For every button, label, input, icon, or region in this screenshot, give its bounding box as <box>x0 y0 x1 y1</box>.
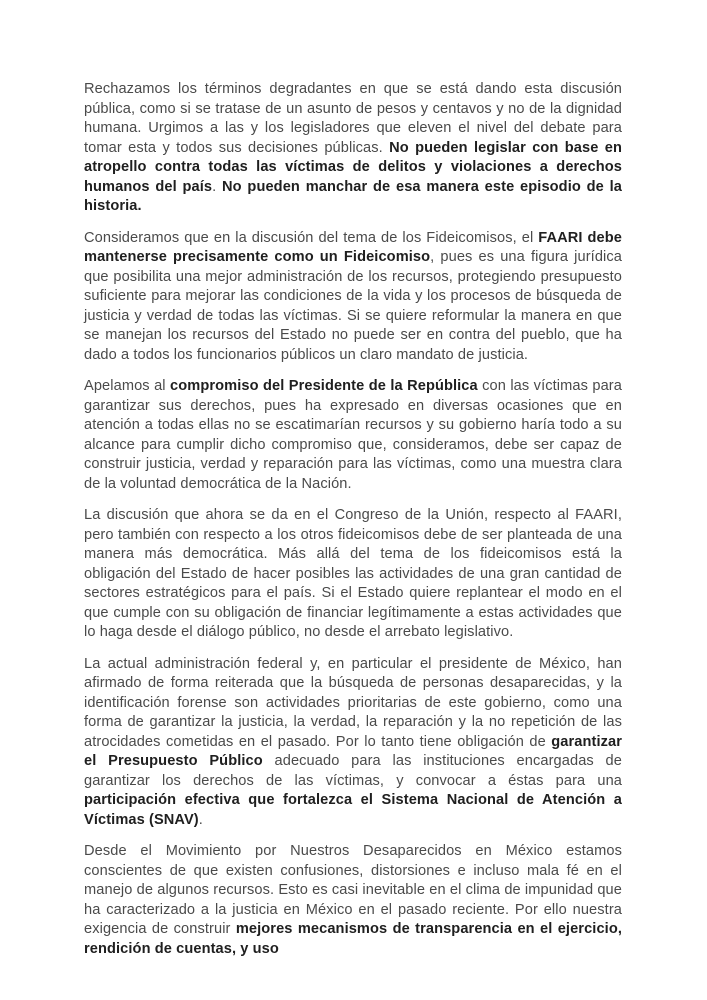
paragraph <box>84 842 622 959</box>
text-run: . <box>198 811 203 828</box>
paragraph <box>84 377 622 494</box>
paragraph <box>84 80 622 217</box>
text-run: Desde el Movimiento por Nuestros Desaparecidos en México estamos conscientes de que existen confusiones, distorsiones e incluso mala fé en el manejo de algunos recursos. Esto es casi inevitable en el clima de impunidad que ha caracterizado a la justicia en México en el pasado reciente. Por ello nuestra exigencia de construir <box>84 843 622 937</box>
paragraph <box>84 655 622 831</box>
text-run: Consideramos que en la discusión del tema de los Fideicomisos, el <box>84 229 539 246</box>
bold-text-run: participación efectiva que fortalezca el Sistema Nacional de Atención a Víctimas (SNAV) <box>84 792 622 828</box>
paragraph <box>84 229 622 366</box>
bold-text-run: No pueden manchar de esa manera este episodio de la historia. <box>84 178 622 214</box>
text-run: La discusión que ahora se da en el Congreso de la Unión, respecto al FAARI, pero también con respecto a los otros fideicomisos debe de ser planteada de una manera más democrática. Más allá del tema de los fideicomisos está la obligación del Estado de hacer posibles las actividades de una gran cantidad de sectores estratégicos para el país. Si el Estado quiere replantear el modo en el que cumple con su obligación de financiar legítimamente a estas actividades que lo haga desde el diálogo público, no desde el arrebato legislativo. <box>84 507 622 640</box>
text-run: , pues es una figura jurídica que posibilita una mejor administración de los recursos, protegiendo presupuesto suficiente para mejorar las condiciones de la vida y los procesos de búsqueda de justicia y verdad de todas las víctimas. Si se quiere reformular la manera en que se manejan los recursos del Estado no puede ser en contra del pueblo, que ha dado a todos los funcionarios públicos un claro mandato de justicia. <box>84 249 622 363</box>
bold-text-run: FAARI debe mantenerse precisamente como un Fideicomiso <box>84 229 622 265</box>
text-run: Apelamos al <box>84 378 171 394</box>
text-run: La actual administración federal y, en particular el presidente de México, han afirmado de forma reiterada que la búsqueda de personas desaparecidas, y la identificación forense son actividades prioritarias de este gobierno, como una forma de garantizar la justicia, la verdad, la reparación y la no repetición de las atrocidades cometidas en el pasado. Por lo tanto tiene obligación de <box>84 655 622 750</box>
bold-text-run: mejores mecanismos de transparencia en el ejercicio, rendición de cuentas, y uso <box>84 921 622 957</box>
text-run: . <box>212 178 223 195</box>
text-run: adecuado para las instituciones encargadas de garantizar los derechos de las víctimas, y convocar a éstas para una <box>84 753 622 789</box>
text-run: con las víctimas para garantizar sus derechos, pues ha expresado en diversas ocasiones que en atención a todas ellas no se escatimarían recursos y su gobierno haría todo a su alcance para cumplir dicho compromiso que, consideramos, debe ser capaz de construir justicia, verdad y reparación para las víctimas, como una muestra clara de la voluntad democrática de la Nación. <box>84 378 622 492</box>
bold-text-run: garantizar el Presupuesto Público <box>84 733 622 769</box>
bold-text-run: No pueden legislar con base en atropello contra todas las víctimas de delitos y violaciones a derechos humanos del país <box>84 139 622 195</box>
paragraph <box>84 506 622 643</box>
text-run: Rechazamos los términos degradantes en que se está dando esta discusión pública, como si se tratase de un asunto de pesos y centavos y no de la dignidad humana. Urgimos a las y los legisladores que eleven el nivel del debate para tomar esta y todos sus decisiones públicas. <box>84 81 622 156</box>
bold-text-run: compromiso del Presidente de la República <box>170 378 478 394</box>
document-text <box>84 80 622 959</box>
